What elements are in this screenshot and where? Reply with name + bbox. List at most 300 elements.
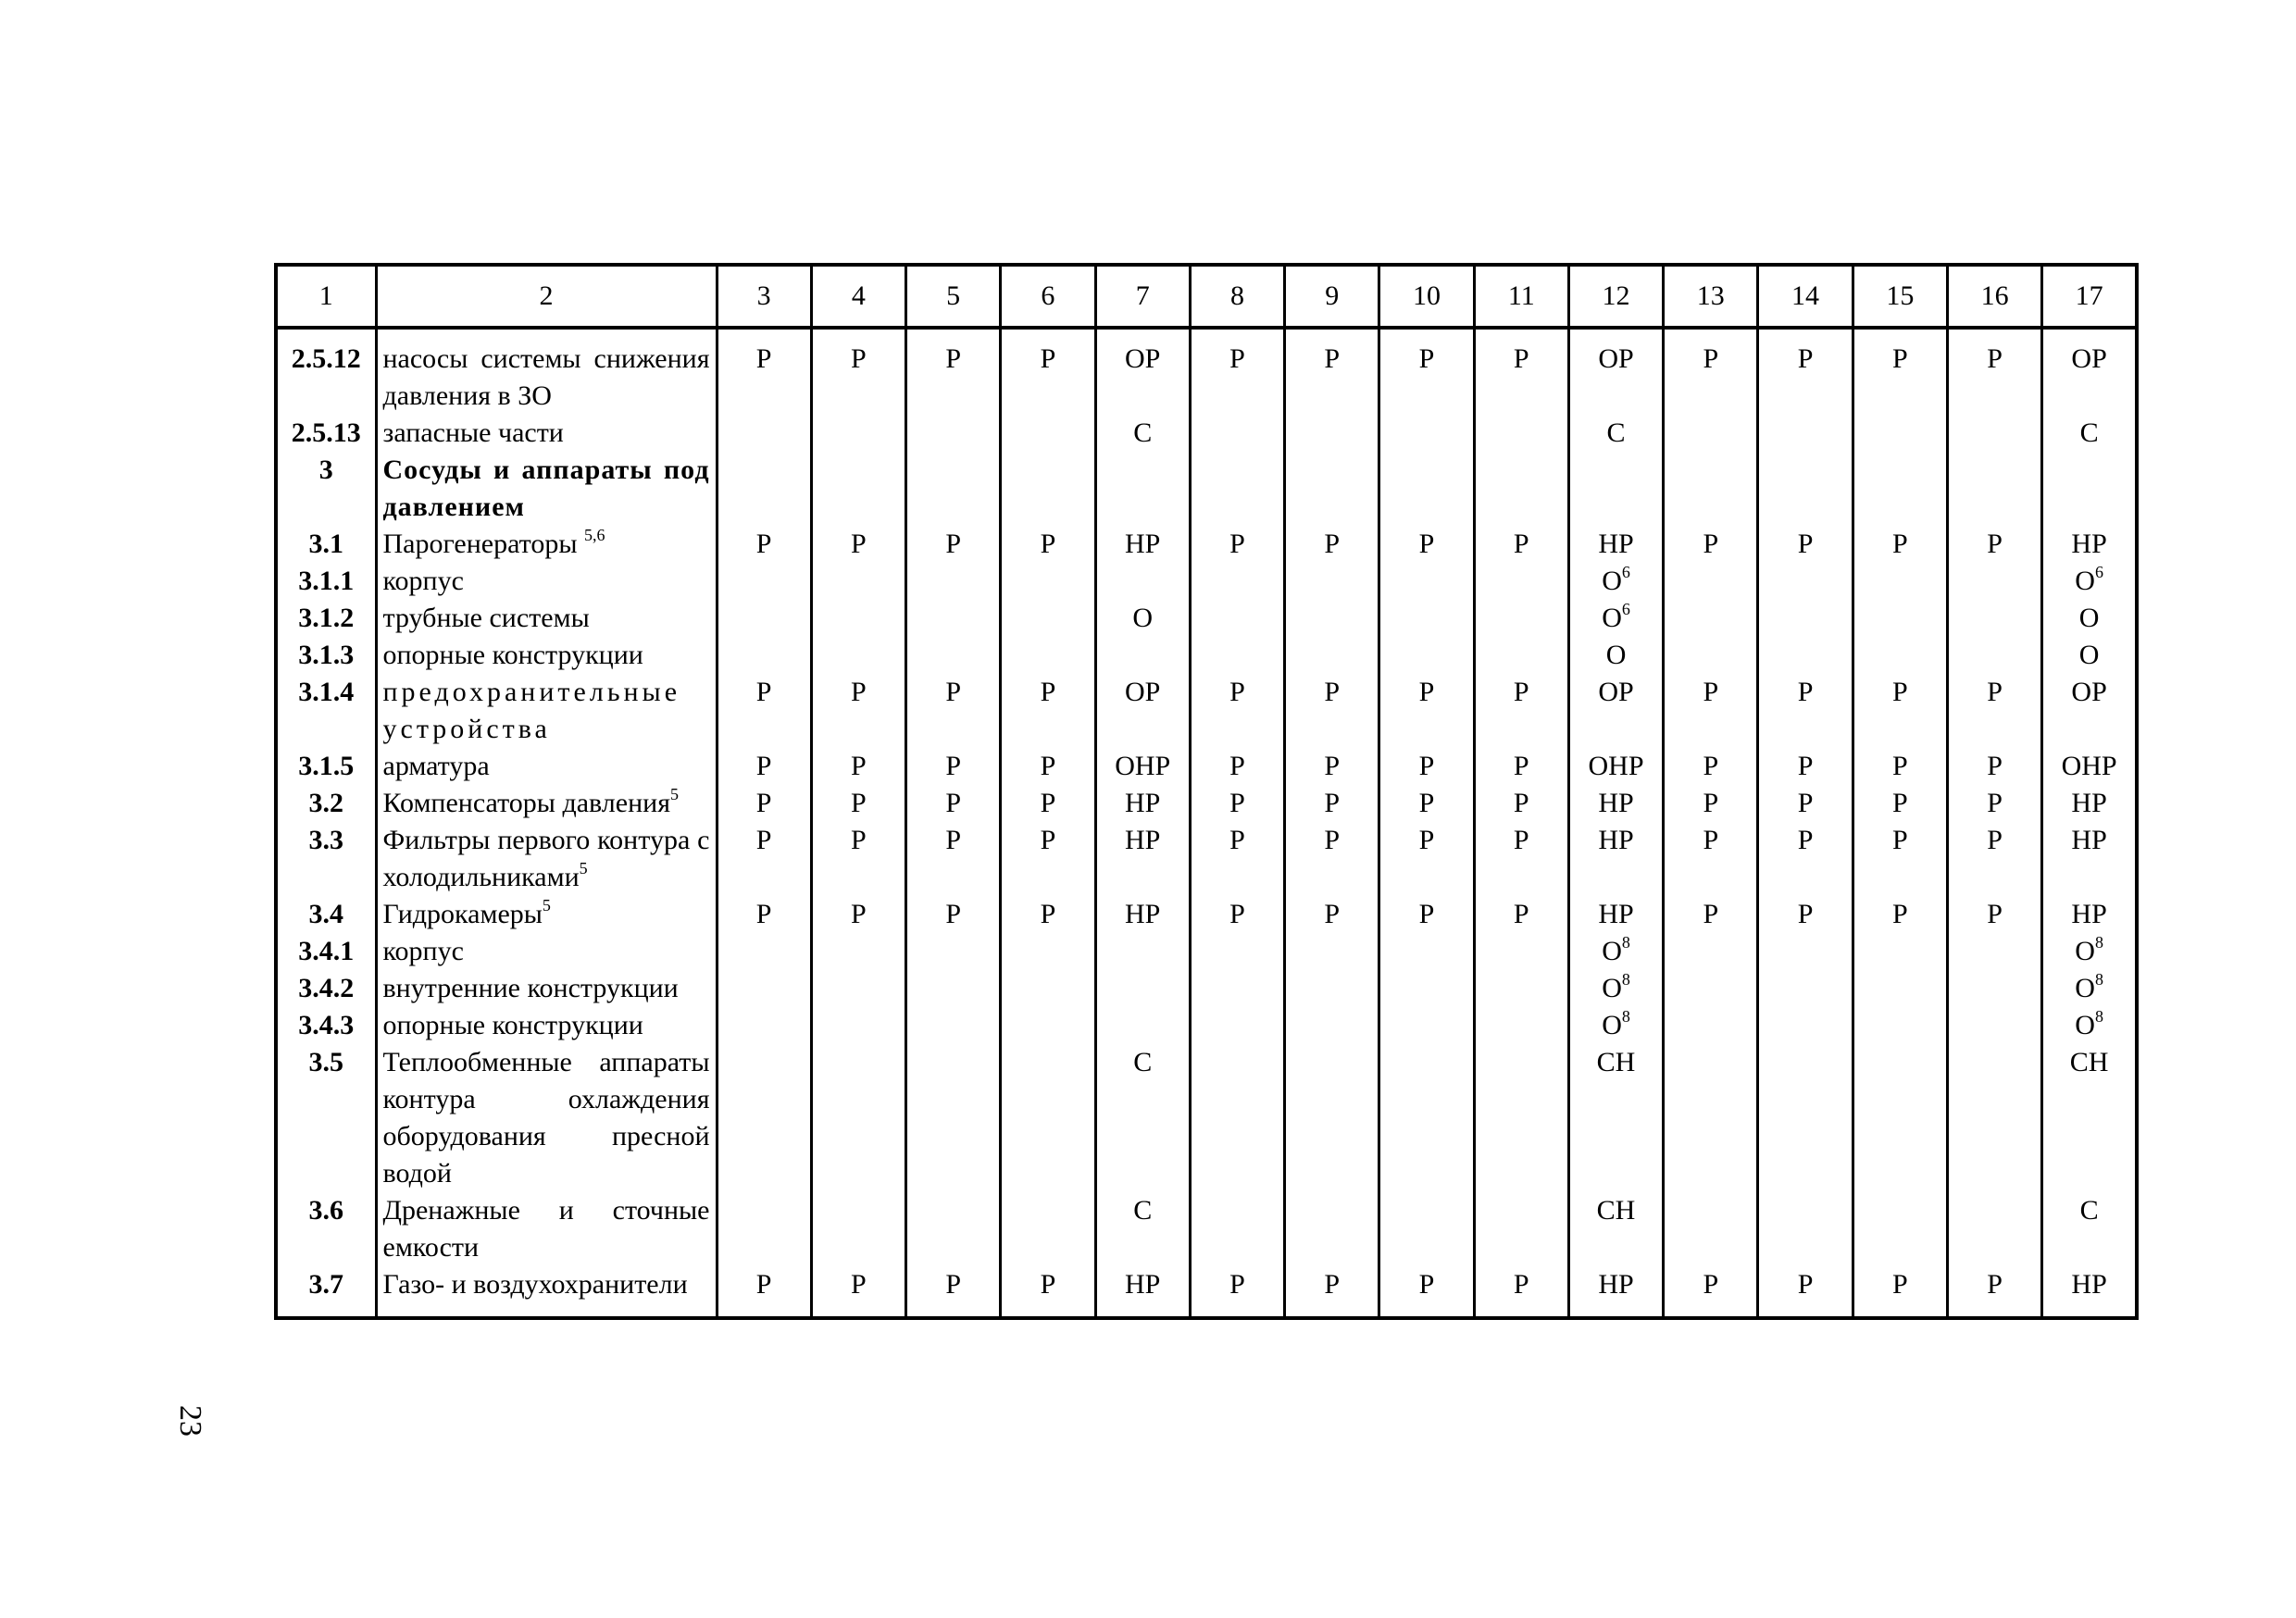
value-cell <box>1947 637 2041 674</box>
value-cell <box>1853 415 1947 452</box>
value-cell <box>811 637 905 674</box>
value-text: Р <box>1418 899 1435 929</box>
value-text: ОНР <box>1115 751 1171 781</box>
value-cell <box>717 637 811 674</box>
value-text: Р <box>945 1269 961 1300</box>
value-cell <box>1095 785 1190 822</box>
value-cell <box>717 415 811 452</box>
value-text: О <box>2078 640 2100 670</box>
value-text: Р <box>1703 1269 1719 1300</box>
value-cell <box>1947 415 2041 452</box>
value-cell <box>1758 341 1853 415</box>
row-name <box>376 970 717 1007</box>
row-name <box>376 1266 717 1303</box>
value-text: Р <box>945 899 961 929</box>
value-cell <box>906 1192 1001 1266</box>
value-text: О <box>2078 603 2100 633</box>
value-cell <box>1285 1192 1379 1266</box>
value-cell <box>906 526 1001 563</box>
value-text: Р <box>945 825 961 855</box>
value-text: О <box>2075 973 2095 1003</box>
table-row <box>276 341 2137 415</box>
value-text: Р <box>1513 825 1529 855</box>
row-name-text: трубные системы <box>382 603 590 633</box>
value-cell <box>2042 896 2137 933</box>
value-cell <box>2042 1044 2137 1192</box>
value-text: Р <box>945 343 961 374</box>
value-cell <box>1285 1007 1379 1044</box>
row-name-text: Компенсаторы давления <box>382 788 670 818</box>
value-cell <box>1853 1266 1947 1303</box>
value-text: Р <box>851 899 867 929</box>
row-number: 3.1.2 <box>276 600 376 637</box>
value-cell <box>1379 341 1474 415</box>
value-cell <box>1095 341 1190 415</box>
row-name-text: внутренние конструкции <box>382 973 679 1003</box>
row-name <box>376 600 717 637</box>
value-cell <box>1001 748 1095 785</box>
value-cell <box>1568 526 1663 563</box>
column-header: 1 <box>276 265 376 328</box>
value-text: О <box>1602 1010 1622 1040</box>
value-cell <box>906 896 1001 933</box>
value-text: Р <box>1987 529 2003 559</box>
value-cell <box>1095 415 1190 452</box>
value-cell <box>1758 1266 1853 1303</box>
value-text: ОР <box>1598 677 1634 707</box>
value-cell <box>1568 1192 1663 1266</box>
value-text: Р <box>755 788 772 818</box>
value-text: Р <box>1987 751 2003 781</box>
value-cell <box>1190 1044 1284 1192</box>
row-name <box>376 896 717 933</box>
row-number: 3.7 <box>276 1266 376 1303</box>
column-header: 2 <box>376 265 717 328</box>
value-cell <box>811 1044 905 1192</box>
value-cell <box>1285 526 1379 563</box>
value-cell <box>811 896 905 933</box>
row-number: 3.1.1 <box>276 563 376 600</box>
value-cell <box>1095 933 1190 970</box>
row-number: 3.4.1 <box>276 933 376 970</box>
value-cell <box>1379 526 1474 563</box>
value-cell <box>811 563 905 600</box>
table-row <box>276 637 2137 674</box>
value-cell <box>811 1007 905 1044</box>
value-cell <box>1853 563 1947 600</box>
column-header: 12 <box>1568 265 1663 328</box>
row-number: 3.6 <box>276 1192 376 1266</box>
table-row <box>276 674 2137 748</box>
value-text: НР <box>2071 825 2107 855</box>
value-text: С <box>2079 417 2099 448</box>
value-cell <box>1190 1007 1284 1044</box>
value-text: Р <box>1324 788 1341 818</box>
value-cell <box>1001 637 1095 674</box>
value-cell <box>1474 600 1568 637</box>
value-cell <box>1190 896 1284 933</box>
value-cell <box>1568 933 1663 970</box>
value-cell <box>1568 1266 1663 1303</box>
row-number: 3.3 <box>276 822 376 896</box>
value-cell <box>811 600 905 637</box>
row-name <box>376 452 717 526</box>
value-text: СН <box>1596 1047 1636 1077</box>
value-cell <box>717 452 811 526</box>
value-cell <box>1474 822 1568 896</box>
footnote-mark: 8 <box>1621 970 1630 989</box>
value-cell <box>1190 341 1284 415</box>
value-text: Р <box>1891 751 1908 781</box>
value-cell <box>1853 674 1947 748</box>
value-text: Р <box>1797 1269 1814 1300</box>
column-header: 13 <box>1664 265 1758 328</box>
row-number: 3.1.3 <box>276 637 376 674</box>
value-text: Р <box>945 751 961 781</box>
column-header: 11 <box>1474 265 1568 328</box>
value-cell <box>1664 600 1758 637</box>
value-cell <box>1190 452 1284 526</box>
row-name <box>376 415 717 452</box>
table-row <box>276 600 2137 637</box>
value-text: Р <box>851 343 867 374</box>
table-row <box>276 526 2137 563</box>
value-cell <box>1190 563 1284 600</box>
value-cell <box>1664 341 1758 415</box>
row-name <box>376 748 717 785</box>
value-cell <box>717 341 811 415</box>
value-cell <box>1758 822 1853 896</box>
value-cell <box>1474 341 1568 415</box>
value-cell <box>2042 637 2137 674</box>
column-header: 10 <box>1379 265 1474 328</box>
value-text: Р <box>1987 677 2003 707</box>
value-text: Р <box>1891 899 1908 929</box>
value-text: Р <box>1703 788 1719 818</box>
value-text: Р <box>1418 751 1435 781</box>
value-text: Р <box>1797 343 1814 374</box>
value-cell <box>1379 1266 1474 1303</box>
value-text: Р <box>1324 899 1341 929</box>
value-text: Р <box>1418 825 1435 855</box>
value-cell <box>1853 822 1947 896</box>
row-name-text: корпус <box>382 566 464 596</box>
value-text: Р <box>1324 751 1341 781</box>
value-cell <box>1568 1007 1663 1044</box>
value-text: Р <box>1891 343 1908 374</box>
row-number: 3 <box>276 452 376 526</box>
value-text: Р <box>1513 751 1529 781</box>
header-row <box>276 265 2137 328</box>
value-cell <box>1095 637 1190 674</box>
footnote-mark: 8 <box>2094 1007 2103 1026</box>
row-name-text: корпус <box>382 936 464 966</box>
value-text: ОР <box>1125 343 1161 374</box>
value-text: С <box>1133 417 1153 448</box>
value-text: Р <box>1040 899 1056 929</box>
value-cell <box>811 970 905 1007</box>
value-cell <box>1947 526 2041 563</box>
value-cell <box>1474 1192 1568 1266</box>
value-text: Р <box>1324 677 1341 707</box>
value-cell <box>1001 933 1095 970</box>
value-cell <box>1285 341 1379 415</box>
column-header: 5 <box>906 265 1001 328</box>
value-cell <box>1095 563 1190 600</box>
value-text: Р <box>755 899 772 929</box>
value-cell <box>1758 563 1853 600</box>
value-cell <box>1379 785 1474 822</box>
value-cell <box>1853 970 1947 1007</box>
table-row <box>276 970 2137 1007</box>
value-cell <box>1285 600 1379 637</box>
value-text: Р <box>1797 899 1814 929</box>
value-cell <box>1001 896 1095 933</box>
value-cell <box>1664 896 1758 933</box>
value-cell <box>811 1266 905 1303</box>
value-cell <box>1853 748 1947 785</box>
value-text: НР <box>1125 825 1161 855</box>
value-cell <box>1853 1192 1947 1266</box>
footnote-mark: 8 <box>2094 970 2103 989</box>
row-name-text: Теплообменные аппараты контура охлаждения оборудования пресной водой <box>382 1047 710 1189</box>
footnote-mark: 8 <box>1621 1007 1630 1026</box>
value-cell <box>1758 896 1853 933</box>
value-cell <box>1568 341 1663 415</box>
value-cell <box>906 822 1001 896</box>
row-number: 3.4 <box>276 896 376 933</box>
value-cell <box>1285 674 1379 748</box>
value-cell <box>906 600 1001 637</box>
value-cell <box>811 415 905 452</box>
value-cell <box>1285 785 1379 822</box>
value-cell <box>1095 600 1190 637</box>
row-name-text: Гидрокамеры <box>382 899 543 929</box>
value-cell <box>2042 970 2137 1007</box>
value-cell <box>717 748 811 785</box>
value-text: Р <box>851 751 867 781</box>
value-cell <box>1664 674 1758 748</box>
value-text: Р <box>1513 343 1529 374</box>
value-text: Р <box>1513 899 1529 929</box>
value-text: Р <box>1040 751 1056 781</box>
value-text: Р <box>1891 1269 1908 1300</box>
value-cell <box>906 748 1001 785</box>
footnote-mark: 5,6 <box>584 526 605 544</box>
value-cell <box>2042 600 2137 637</box>
row-number: 2.5.12 <box>276 341 376 415</box>
value-text: Р <box>1229 751 1245 781</box>
value-text: Р <box>1513 529 1529 559</box>
value-cell <box>906 341 1001 415</box>
value-text: ОР <box>1598 343 1634 374</box>
value-cell <box>1001 526 1095 563</box>
column-header: 7 <box>1095 265 1190 328</box>
value-text: Р <box>1891 825 1908 855</box>
value-cell <box>1379 896 1474 933</box>
value-text: Р <box>1229 899 1245 929</box>
value-text: Р <box>1987 343 2003 374</box>
value-cell <box>1568 896 1663 933</box>
value-cell <box>1190 600 1284 637</box>
value-cell <box>1001 822 1095 896</box>
value-cell <box>811 785 905 822</box>
footnote-mark: 5 <box>542 896 551 915</box>
value-cell <box>1664 748 1758 785</box>
value-cell <box>906 637 1001 674</box>
value-cell <box>1095 1007 1190 1044</box>
value-text: Р <box>1418 1269 1435 1300</box>
value-cell <box>811 674 905 748</box>
value-cell <box>1947 933 2041 970</box>
value-text: НР <box>2071 899 2107 929</box>
value-cell <box>906 674 1001 748</box>
value-cell <box>1001 415 1095 452</box>
footnote-mark: 5 <box>670 785 679 803</box>
value-cell <box>1947 1044 2041 1192</box>
column-header: 9 <box>1285 265 1379 328</box>
value-text: Р <box>1703 529 1719 559</box>
value-text: О <box>1602 603 1622 633</box>
value-cell <box>1947 674 2041 748</box>
value-cell <box>1947 600 2041 637</box>
value-text: Р <box>1513 1269 1529 1300</box>
value-text: Р <box>1040 1269 1056 1300</box>
row-name-text: Парогенераторы <box>382 529 584 559</box>
column-header: 6 <box>1001 265 1095 328</box>
value-cell <box>1758 785 1853 822</box>
value-cell <box>1095 896 1190 933</box>
value-cell <box>1001 1007 1095 1044</box>
value-cell <box>2042 1266 2137 1303</box>
value-cell <box>1190 748 1284 785</box>
value-cell <box>811 933 905 970</box>
row-name-text: Сосуды и аппараты под давлением <box>382 454 710 522</box>
value-cell <box>1285 637 1379 674</box>
value-cell <box>1095 452 1190 526</box>
value-cell <box>1379 748 1474 785</box>
value-cell <box>1095 748 1190 785</box>
value-cell <box>1190 785 1284 822</box>
value-cell <box>1758 748 1853 785</box>
value-cell <box>1853 896 1947 933</box>
value-cell <box>1758 415 1853 452</box>
value-cell <box>1001 452 1095 526</box>
value-cell <box>1568 600 1663 637</box>
value-text: Р <box>1987 1269 2003 1300</box>
value-text: С <box>1133 1195 1153 1226</box>
value-cell <box>1568 748 1663 785</box>
value-cell <box>1947 1007 2041 1044</box>
value-cell <box>1853 637 1947 674</box>
value-cell <box>1190 1192 1284 1266</box>
row-name-text: арматура <box>382 751 490 781</box>
value-cell <box>1190 526 1284 563</box>
value-cell <box>2042 822 2137 896</box>
value-cell <box>1285 896 1379 933</box>
spacer-row <box>276 1303 2137 1318</box>
row-name-text: Фильтры первого контура с холодильниками <box>382 825 710 892</box>
row-name <box>376 563 717 600</box>
value-cell <box>1095 1266 1190 1303</box>
value-cell <box>1664 1192 1758 1266</box>
value-text: О <box>1602 566 1622 596</box>
value-cell <box>1190 933 1284 970</box>
value-cell <box>2042 526 2137 563</box>
row-name-text: насосы системы снижения давления в ЗО <box>382 343 710 411</box>
value-text: О <box>1605 640 1627 670</box>
value-text: Р <box>1891 529 1908 559</box>
table-row <box>276 785 2137 822</box>
table-row <box>276 748 2137 785</box>
value-cell <box>2042 748 2137 785</box>
value-cell <box>1947 748 2041 785</box>
value-cell <box>717 526 811 563</box>
value-text: Р <box>851 788 867 818</box>
value-text: НР <box>2071 529 2107 559</box>
column-header: 16 <box>1947 265 2041 328</box>
value-cell <box>1664 415 1758 452</box>
table-row <box>276 415 2137 452</box>
value-cell <box>1001 1266 1095 1303</box>
row-name-text: запасные части <box>382 417 564 448</box>
value-text: Р <box>1797 677 1814 707</box>
value-text: С <box>1133 1047 1153 1077</box>
value-cell <box>1568 637 1663 674</box>
row-name-text: предохранительные устройства <box>382 677 681 744</box>
value-cell <box>906 452 1001 526</box>
value-cell <box>717 1192 811 1266</box>
table-row <box>276 563 2137 600</box>
table-row <box>276 1266 2137 1303</box>
value-text: Р <box>1324 1269 1341 1300</box>
value-text: НР <box>1598 899 1634 929</box>
value-cell <box>1664 1007 1758 1044</box>
page-number: 23 <box>173 1405 207 1437</box>
value-cell <box>2042 933 2137 970</box>
value-text: СН <box>1596 1195 1636 1226</box>
value-text: ОР <box>2071 343 2107 374</box>
value-cell <box>1001 970 1095 1007</box>
value-cell <box>811 341 905 415</box>
value-cell <box>1190 970 1284 1007</box>
value-cell <box>1853 452 1947 526</box>
value-cell <box>1568 1044 1663 1192</box>
value-cell <box>1474 563 1568 600</box>
value-cell <box>1474 785 1568 822</box>
value-text: НР <box>2071 788 2107 818</box>
value-cell <box>1095 1192 1190 1266</box>
row-name-text: опорные конструкции <box>382 1010 643 1040</box>
row-name <box>376 785 717 822</box>
row-number: 3.1 <box>276 526 376 563</box>
value-cell <box>2042 785 2137 822</box>
value-text: Р <box>1418 788 1435 818</box>
value-cell <box>2042 563 2137 600</box>
value-text: ОР <box>2071 677 2107 707</box>
value-text: Р <box>1703 677 1719 707</box>
value-text: НР <box>1598 1269 1634 1300</box>
value-cell <box>1474 896 1568 933</box>
value-text: Р <box>1040 343 1056 374</box>
value-cell <box>906 415 1001 452</box>
value-cell <box>1001 600 1095 637</box>
value-cell <box>1095 674 1190 748</box>
value-text: Р <box>1987 788 2003 818</box>
value-cell <box>906 1266 1001 1303</box>
column-header: 15 <box>1853 265 1947 328</box>
value-cell <box>1285 452 1379 526</box>
